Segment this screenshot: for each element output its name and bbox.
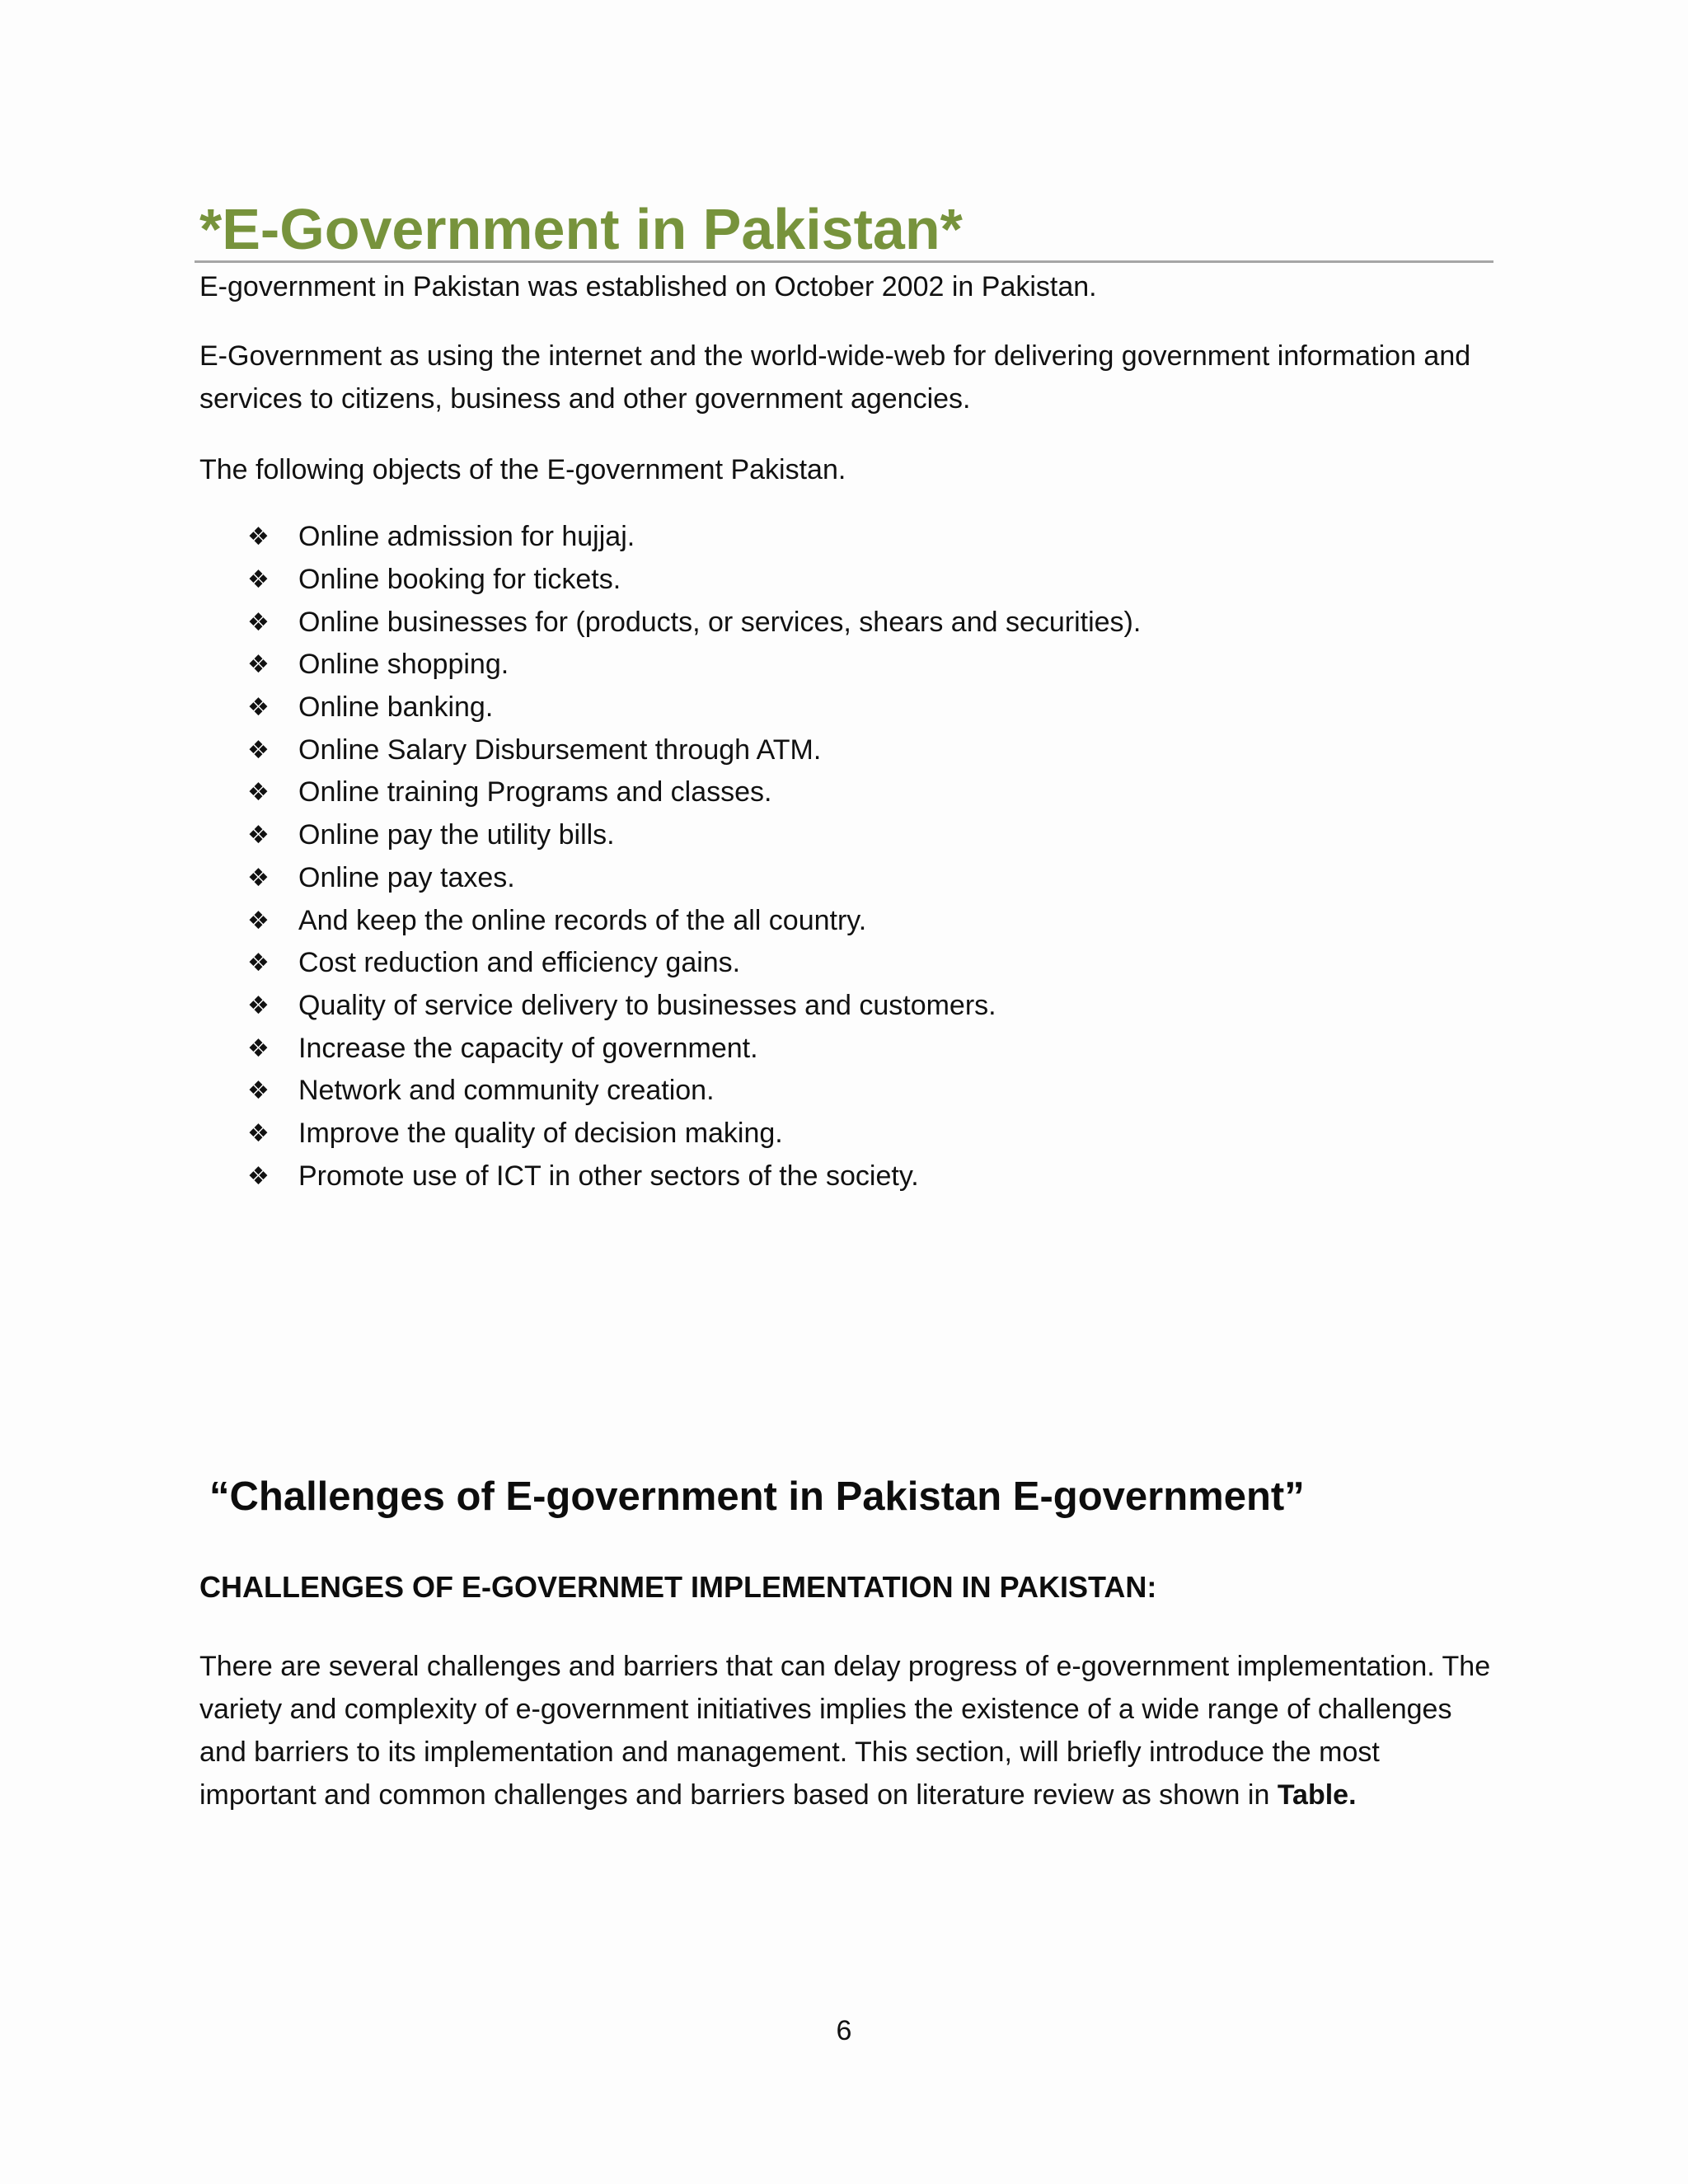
list-item-text: Online Salary Disbursement through ATM.	[298, 733, 822, 766]
four-diamond-bullet-icon: ❖	[247, 991, 270, 1020]
list-item-text: Promote use of ICT in other sectors of the society.	[298, 1160, 919, 1192]
list-item-text: Online booking for tickets.	[298, 564, 621, 596]
list-item-text: Quality of service delivery to businesses and customers.	[298, 989, 996, 1021]
four-diamond-bullet-icon: ❖	[247, 735, 270, 765]
four-diamond-bullet-icon: ❖	[247, 1076, 270, 1106]
list-item	[247, 1155, 1141, 1197]
four-diamond-bullet-icon: ❖	[247, 949, 270, 978]
intro-paragraph-3: The following objects of the E-government Pakistan.	[199, 454, 846, 485]
table-reference: Table.	[1277, 1779, 1357, 1811]
list-item-text: Increase the capacity of government.	[298, 1032, 758, 1064]
list-item-text: Online admission for hujjaj.	[298, 521, 635, 553]
list-item	[247, 1113, 1141, 1155]
list-item-text: Online pay the utility bills.	[298, 819, 615, 851]
list-item	[247, 559, 1141, 602]
list-item-text: Online shopping.	[298, 649, 509, 681]
list-item	[247, 601, 1141, 644]
list-item	[247, 1027, 1141, 1070]
four-diamond-bullet-icon: ❖	[247, 906, 270, 935]
title-underline-divider	[195, 260, 1493, 263]
list-item	[247, 644, 1141, 687]
list-item	[247, 942, 1141, 985]
list-item-text: Online banking.	[298, 691, 494, 724]
page-number: 6	[836, 2015, 852, 2046]
challenges-paragraph-text: There are several challenges and barriers that can delay progress of e-government implementation. The variety and complexity of e-government initiatives implies the existence of a wide range of challenges and barriers to its implementation and management. This section, will briefly introduce the most important and common challenges and barriers based on literature review as shown in	[199, 1651, 1491, 1811]
four-diamond-bullet-icon: ❖	[247, 1033, 270, 1063]
list-item	[247, 857, 1141, 900]
challenges-section-heading: “Challenges of E-government in Pakistan E-government”	[209, 1474, 1305, 1519]
list-item-text: And keep the online records of the all country.	[298, 904, 867, 936]
page-title: *E-Government in Pakistan*	[199, 197, 963, 261]
list-item-text: Online training Programs and classes.	[298, 776, 772, 808]
four-diamond-bullet-icon: ❖	[247, 1161, 270, 1191]
list-item-text: Network and community creation.	[298, 1075, 715, 1107]
list-item	[247, 899, 1141, 942]
intro-paragraph-1: E-government in Pakistan was established on October 2002 in Pakistan.	[199, 271, 1097, 302]
list-item	[247, 814, 1141, 857]
four-diamond-bullet-icon: ❖	[247, 565, 270, 595]
list-item-text: Improve the quality of decision making.	[298, 1117, 783, 1149]
list-item	[247, 1070, 1141, 1113]
challenges-paragraph	[199, 1645, 1493, 1816]
four-diamond-bullet-icon: ❖	[247, 693, 270, 723]
list-item-text: Online pay taxes.	[298, 861, 515, 893]
list-item	[247, 729, 1141, 771]
list-item	[247, 516, 1141, 559]
four-diamond-bullet-icon: ❖	[247, 821, 270, 851]
four-diamond-bullet-icon: ❖	[247, 607, 270, 637]
objectives-bullet-list	[247, 516, 1141, 1197]
list-item-text: Online businesses for (products, or services, shears and securities).	[298, 606, 1142, 638]
four-diamond-bullet-icon: ❖	[247, 650, 270, 680]
list-item-text: Cost reduction and efficiency gains.	[298, 947, 741, 979]
four-diamond-bullet-icon: ❖	[247, 523, 270, 552]
challenges-subsection-heading: CHALLENGES OF E-GOVERNMET IMPLEMENTATION IN PAKISTAN:	[199, 1570, 1157, 1604]
list-item	[247, 687, 1141, 729]
four-diamond-bullet-icon: ❖	[247, 1118, 270, 1148]
four-diamond-bullet-icon: ❖	[247, 778, 270, 808]
list-item	[247, 985, 1141, 1028]
intro-paragraph-2: E-Government as using the internet and the world-wide-web for delivering government information and services to citizens, business and other government agencies.	[199, 340, 1471, 415]
four-diamond-bullet-icon: ❖	[247, 863, 270, 893]
list-item	[247, 771, 1141, 814]
